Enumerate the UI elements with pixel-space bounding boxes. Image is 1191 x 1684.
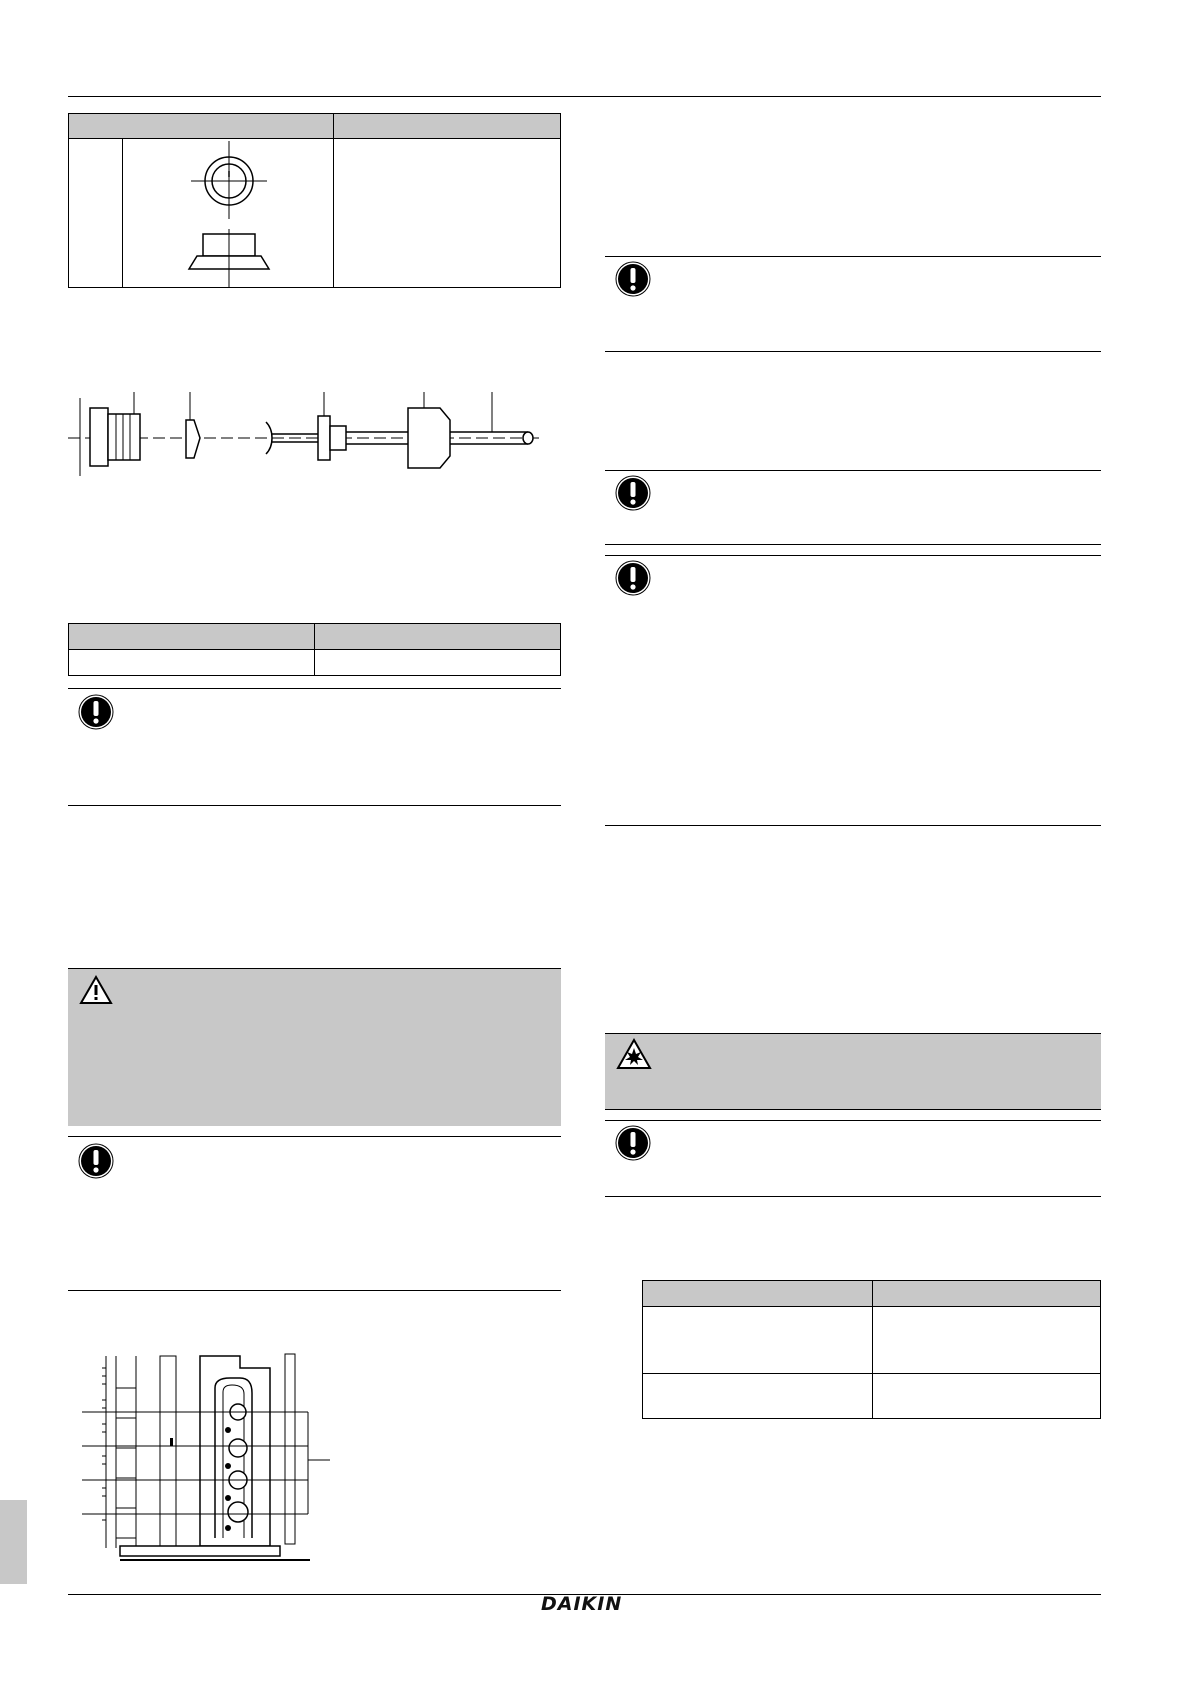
notice-rule-top	[605, 555, 1101, 556]
explosion-warning-block	[605, 1033, 1101, 1109]
exclamation-circle-icon	[78, 694, 114, 730]
notice-rule-bottom	[68, 805, 561, 806]
torque-table-header-left	[68, 623, 315, 650]
explosion-warning-icon	[616, 1038, 652, 1070]
notice-rule-bottom	[605, 544, 1101, 545]
right-table-row2-right	[872, 1373, 1101, 1419]
brand-logo: DAIKIN	[541, 1593, 623, 1615]
right-table-header-right	[872, 1280, 1101, 1307]
notice-rule-top	[605, 1120, 1101, 1121]
right-table-header-left	[642, 1280, 873, 1307]
caution-block	[68, 968, 561, 1126]
torque-table-cell-right	[314, 649, 561, 676]
chapter-thumb-tab	[0, 1500, 27, 1584]
flare-table-header-left	[68, 113, 334, 139]
right-table-row1-left	[642, 1306, 873, 1374]
notice-rule-bottom	[605, 351, 1101, 352]
exclamation-circle-icon	[615, 475, 651, 511]
notice-rule-top	[605, 470, 1101, 471]
header-rule	[68, 96, 1101, 97]
flare-table-cell-index	[68, 138, 123, 288]
notice-rule-bottom	[605, 1196, 1101, 1197]
notice-rule-bottom	[605, 825, 1101, 826]
notice-rule-top	[68, 688, 561, 689]
flare-table-cell-drawing	[122, 138, 334, 288]
warning-triangle-icon	[79, 975, 113, 1005]
torque-table-cell-left	[68, 649, 315, 676]
exclamation-circle-icon	[615, 1125, 651, 1161]
exclamation-circle-icon	[615, 560, 651, 596]
warning-rule-bottom	[605, 1109, 1101, 1110]
notice-rule-top	[605, 256, 1101, 257]
pipe-assembly-drawing	[68, 386, 558, 481]
exclamation-circle-icon	[615, 261, 651, 297]
flare-table-cell-description	[333, 138, 561, 288]
valve-panel-drawing	[80, 1348, 340, 1568]
exclamation-circle-icon	[78, 1143, 114, 1179]
notice-rule-bottom	[68, 1290, 561, 1291]
notice-rule-top	[68, 1136, 561, 1137]
flare-table-header-right	[333, 113, 561, 139]
right-table-row1-right	[872, 1306, 1101, 1374]
torque-table-header-right	[314, 623, 561, 650]
right-table-row2-left	[642, 1373, 873, 1419]
flare-nut-drawing	[123, 139, 335, 289]
